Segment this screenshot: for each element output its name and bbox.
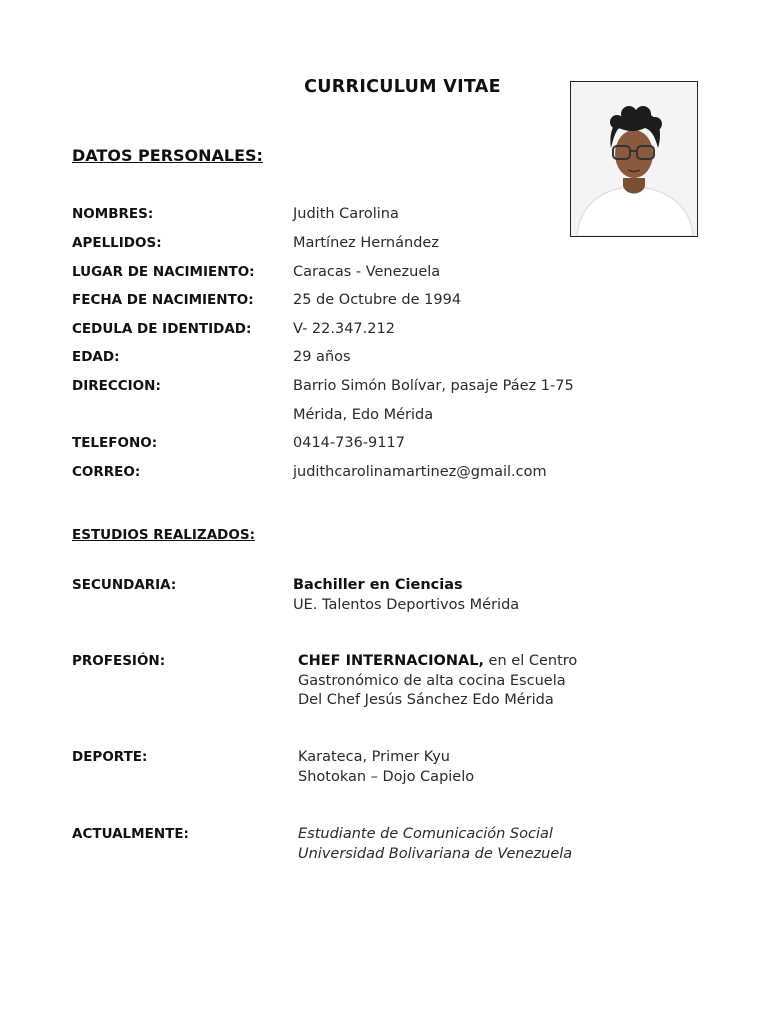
label-secundaria: SECUNDARIA: [72,577,177,593]
value-cedula: V- 22.347.212 [293,321,395,337]
label-correo: CORREO: [72,464,141,480]
secundaria-degree: Bachiller en Ciencias [293,577,463,593]
label-fecha-nacimiento: FECHA DE NACIMIENTO: [72,292,254,308]
label-profesion: PROFESIÓN: [72,653,166,669]
value-telefono: 0414-736-9117 [293,435,405,451]
deporte-line1: Karateca, Primer Kyu [298,749,450,765]
profesion-title: CHEF INTERNACIONAL, [298,653,484,669]
value-lugar-nacimiento: Caracas - Venezuela [293,264,441,280]
profesion-line3: Del Chef Jesús Sánchez Edo Mérida [298,692,554,708]
value-correo: judithcarolinamartinez@gmail.com [293,464,547,480]
document-title: CURRICULUM VITAE [304,77,501,97]
label-telefono: TELEFONO: [72,435,158,451]
actualmente-line2: Universidad Bolivariana de Venezuela [298,845,573,862]
profesion-details [298,652,577,711]
actualmente-details [298,825,572,864]
label-lugar-nacimiento: LUGAR DE NACIMIENTO: [72,264,255,280]
label-direccion: DIRECCION: [72,378,161,394]
value-apellidos: Martínez Hernández [293,235,439,251]
deporte-details [298,748,474,787]
profesion-line1-rest: en el Centro [483,653,578,669]
label-cedula: CEDULA DE IDENTIDAD: [72,321,252,337]
label-actualmente: ACTUALMENTE: [72,826,189,842]
profesion-line2: Gastronómico de alta cocina Escuela [298,672,566,689]
label-nombres: NOMBRES: [72,206,154,222]
value-fecha-nacimiento: 25 de Octubre de 1994 [293,292,462,308]
secundaria-details [293,576,519,615]
label-edad: EDAD: [72,349,120,365]
secundaria-school: UE. Talentos Deportivos Mérida [293,596,520,613]
value-direccion: Barrio Simón Bolívar, pasaje Páez 1-75 [293,378,574,394]
actualmente-line1: Estudiante de Comunicación Social [298,826,553,842]
value-direccion-line2: Mérida, Edo Mérida [293,407,434,423]
profile-photo [570,81,698,237]
label-deporte: DEPORTE: [72,749,148,765]
section-heading-personal: DATOS PERSONALES: [72,146,263,165]
label-apellidos: APELLIDOS: [72,235,162,251]
value-edad: 29 años [293,349,351,365]
section-heading-studies: ESTUDIOS REALIZADOS: [72,527,255,543]
deporte-line2: Shotokan – Dojo Capielo [298,768,475,785]
value-nombres: Judith Carolina [293,206,399,222]
profesion-line1 [298,652,577,672]
